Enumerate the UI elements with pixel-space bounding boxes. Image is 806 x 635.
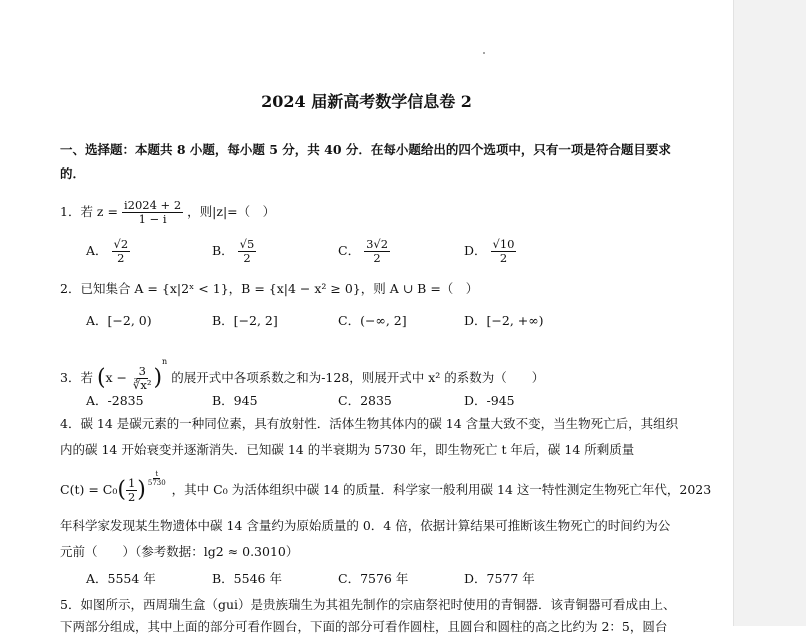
- q3-paren-right: ): [153, 365, 163, 391]
- q4-half-den: 2: [127, 490, 136, 504]
- page-title: 2024 届新高考数学信息卷 2: [261, 92, 472, 111]
- q4-exp-num: t: [155, 470, 159, 478]
- q3-paren-left: (: [96, 365, 106, 391]
- q1-option-d: [464, 236, 516, 266]
- q3-numerator: 3: [138, 364, 146, 378]
- q1-option-a: [86, 236, 130, 266]
- question-4-line-4: 年科学家发现某生物遗体中碳 14 含量约为原始质量的 0．4 倍，依据计算结果可推断该生物死亡的时间约为公: [60, 518, 671, 533]
- q1-option-a-den: 2: [117, 251, 125, 265]
- q1-option-d-num: √10: [492, 237, 515, 251]
- q1-option-b-den: 2: [243, 251, 251, 265]
- q1-option-c-den: 2: [373, 251, 381, 265]
- q1-option-d-label: D．: [464, 243, 487, 258]
- q1-option-a-num: √2: [113, 237, 129, 251]
- q4-option-c: C．7576 年: [338, 571, 409, 586]
- q1-option-b: [212, 236, 256, 266]
- q1-option-a-label: A．: [86, 243, 108, 258]
- section-heading: 一、选择题：本题共 8 小题，每小题 5 分，共 40 分．在每小题给出的四个选项中，只有一项是符合题目要求: [60, 142, 671, 157]
- q3-option-a: A．-2835: [86, 393, 144, 408]
- question-1: [60, 199, 275, 226]
- viewer-side-panel: [733, 0, 806, 626]
- q4-paren-left: (: [117, 477, 126, 503]
- q2-option-d: D．[−2, +∞): [464, 313, 544, 328]
- question-4-line-5: 元前（ ）（参考数据：lg2 ≈ 0.3010）: [60, 544, 299, 559]
- q1-option-c-num: 3√2: [366, 237, 389, 251]
- q3-suffix: 的展开式中各项系数之和为-128，则展开式中 x² 的系数为（ ）: [171, 370, 545, 385]
- q4-option-d: D．7577 年: [464, 571, 535, 586]
- page-mark: [483, 52, 485, 54]
- q1-suffix: ，则|z|=（ ）: [187, 204, 276, 219]
- q4-paren-right: ): [137, 477, 146, 503]
- q2-option-b: B．[−2, 2]: [212, 313, 278, 328]
- q3-expr: x −: [105, 370, 128, 385]
- q3-denominator: ∛x²: [133, 378, 152, 392]
- question-5-line-1: 5．如图所示，西周瑞生盒（gui）是贵族瑞生为其祖先制作的宗庙祭祀时使用的青铜器．该青铜器可看成由上、: [60, 597, 676, 612]
- q1-option-d-den: 2: [499, 251, 508, 265]
- question-4-line-2: 内的碳 14 开始衰变并逐渐消失．已知碳 14 的半衰期为 5730 年，即生物死亡 t 年后，碳 14 所剩质量: [60, 442, 635, 457]
- q1-option-c-label: C．: [338, 243, 361, 258]
- q4-line-3-text: ，其中 C₀ 为活体组织中碳 14 的质量．科学家一般利用碳 14 这一特性测定生物死亡年代，2023: [171, 482, 712, 497]
- q3-prefix: 3．若: [60, 370, 93, 385]
- q1-denominator: 1 − i: [138, 212, 167, 226]
- q4-formula-left: C(t) = C₀: [60, 482, 118, 497]
- question-3: [60, 344, 544, 397]
- q3-option-c: C．2835: [338, 393, 392, 408]
- q1-option-b-label: B．: [212, 243, 234, 258]
- q4-option-b: B．5546 年: [212, 571, 282, 586]
- q2-option-a: A．[−2, 0): [86, 313, 152, 328]
- q1-prefix: 1．若 z =: [60, 204, 118, 219]
- q3-option-d: D．-945: [464, 393, 515, 408]
- q4-half-num: 1: [127, 476, 136, 490]
- question-5-line-2: 下两部分组成，其中上面的部分可看作圆台，下面的部分可看作圆柱，且圆台和圆柱的高之比约为 2：5，圆台: [60, 619, 668, 634]
- q1-numerator: i2024 + 2: [123, 198, 182, 212]
- q1-option-b-num: √5: [239, 237, 255, 251]
- q1-fraction: [122, 199, 183, 226]
- question-2: 2．已知集合 A = {x|2ˣ < 1}，B = {x|4 − x² ≥ 0}，则 A ∪ B =（ ）: [60, 281, 479, 296]
- q4-option-a: A．5554 年: [86, 571, 156, 586]
- question-4-line-1: 4．碳 14 是碳元素的一种同位素，具有放射性．活体生物其体内的碳 14 含量大致不变，当生物死亡后，其组织: [60, 416, 679, 431]
- section-heading-cont: 的．: [60, 166, 86, 181]
- q1-option-c: [338, 236, 390, 266]
- q2-option-c: C．(−∞, 2]: [338, 313, 407, 328]
- question-4-line-3: [60, 470, 711, 511]
- q3-option-b: B．945: [212, 393, 258, 408]
- q3-exponent: n: [162, 357, 168, 366]
- q4-exp-den: 5730: [147, 479, 166, 487]
